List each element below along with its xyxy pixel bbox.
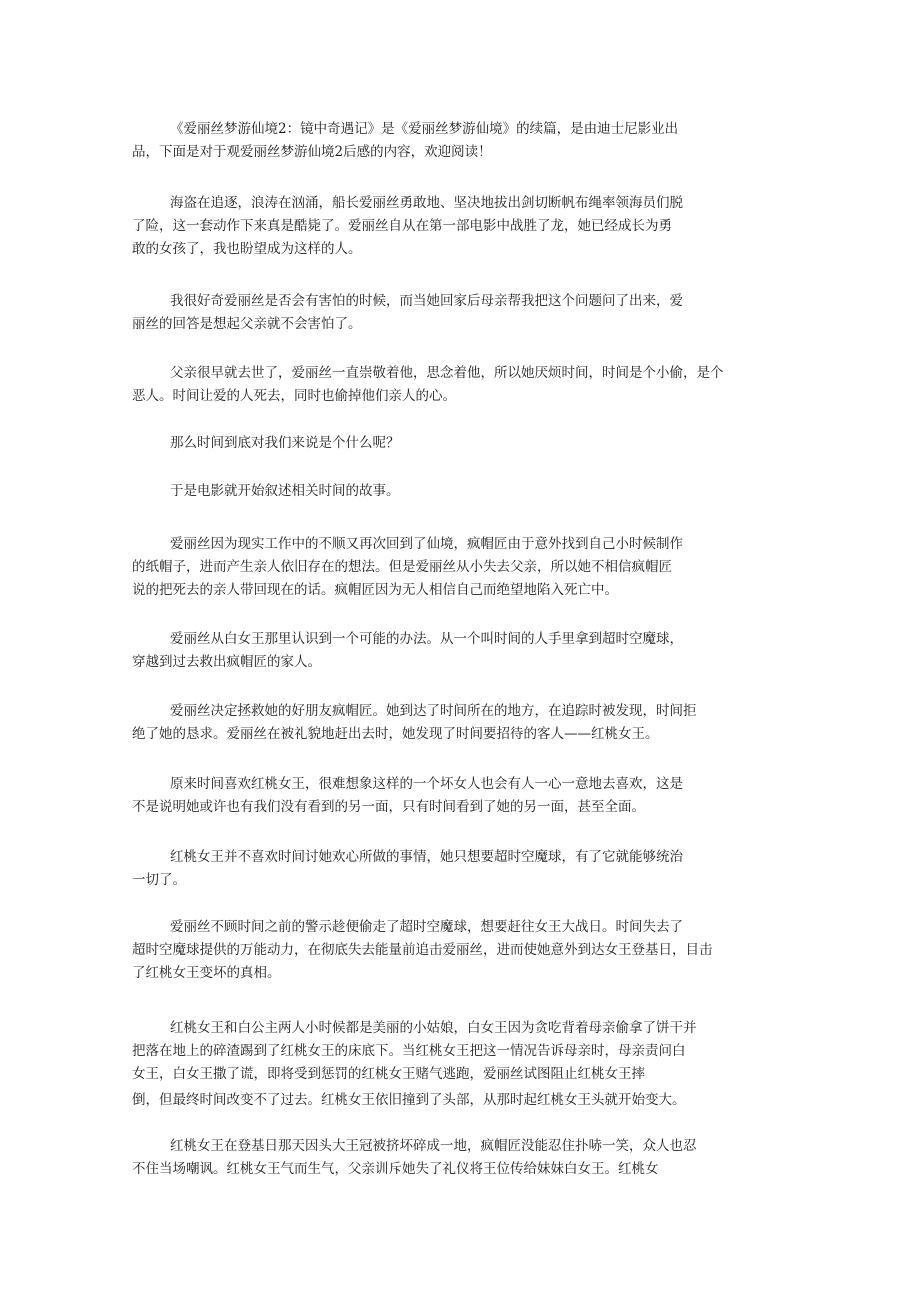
paragraph-line: 于是电影就开始叙述相关时间的故事。	[170, 483, 400, 499]
paragraph-father	[132, 362, 772, 408]
paragraph-line: 敢的女孩了，我也盼望成为这样的人。	[132, 241, 362, 257]
paragraph-intro	[132, 118, 772, 164]
paragraph-line: 把落在地上的碎渣踢到了红桃女王的床底下。当红桃女王把这一情况告诉母亲时，母亲责问白	[132, 1043, 686, 1059]
paragraph-white-queen	[132, 628, 772, 674]
paragraph-line: 穿越到过去救出疯帽匠的家人。	[132, 654, 321, 670]
paragraph-line: 红桃女王在登基日那天因头大王冠被挤坏碎成一地，疯帽匠没能忍住扑哧一笑，众人也忍	[170, 1138, 697, 1154]
paragraph-line: 红桃女王和白公主两人小时候都是美丽的小姑娘，白女王因为贪吃背着母亲偷拿了饼干并	[170, 1020, 697, 1036]
paragraph-return	[132, 533, 772, 602]
paragraph-line: 不是说明她或许也有我们没有看到的另一面，只有时间看到了她的另一面，甚至全面。	[132, 799, 645, 815]
paragraph-line: 我很好奇爱丽丝是否会有害怕的时候，而当她回家后母亲帮我把这个问题问了出来，爱	[170, 293, 683, 309]
paragraph-line: 海盗在追逐，浪涛在汹涌，船长爱丽丝勇敢地、坚决地拔出剑切断帆布绳率领海员们脱	[170, 195, 683, 211]
paragraph-line: 说的把死去的亲人带回现在的话。疯帽匠因为无人相信自己而绝望地陷入死亡中。	[132, 582, 618, 598]
paragraph-line: 爱丽丝从白女王那里认识到一个可能的办法。从一个叫时间的人手里拿到超时空魔球，	[170, 631, 683, 647]
paragraph-line: 了险，这一套动作下来真是酷毙了。爱丽丝自从在第一部电影中战胜了龙，她已经成长为勇	[132, 218, 672, 234]
paragraph-line: 爱丽丝不顾时间之前的警示趁便偷走了超时空魔球，想要赶往女王大战日。时间失去了	[170, 919, 683, 935]
paragraph-line: 恶人。时间让爱的人死去，同时也偷掉他们亲人的心。	[132, 388, 456, 404]
paragraph-line: 爱丽丝因为现实工作中的不顺又再次回到了仙境，疯帽匠由于意外找到自己小时候制作	[170, 536, 683, 552]
paragraph-line: 倒，但最终时间改变不了过去。红桃女王依旧撞到了头部，从那时起红桃女王头就开始变大。	[132, 1092, 686, 1108]
paragraph-line: 品，下面是对于观爱丽丝梦游仙境2后感的内容，欢迎阅读！	[132, 144, 492, 160]
paragraph-line: 《爱丽丝梦游仙境2：镜中奇遇记》是《爱丽丝梦游仙境》的续篇，是由迪士尼影业出	[170, 121, 679, 137]
paragraph-red-queen-goal	[132, 846, 772, 892]
paragraph-line: 红桃女王并不喜欢时间讨她欢心所做的事情，她只想要超时空魔球，有了它就能够统治	[170, 849, 683, 865]
paragraph-coronation	[132, 1135, 772, 1181]
paragraph-story-start	[132, 480, 772, 503]
paragraph-rescue	[132, 700, 772, 746]
paragraph-line: 不住当场嘲讽。红桃女王气而生气，父亲训斥她失了礼仪将王位传给妹妹白女王。红桃女	[132, 1161, 659, 1177]
paragraph-childhood	[132, 1017, 772, 1112]
paragraph-line: 父亲很早就去世了，爱丽丝一直崇敬着他，思念着他，所以她厌烦时间，时间是个小偷，是个	[170, 365, 724, 381]
paragraph-chronosphere	[132, 916, 772, 985]
paragraph-pirates	[132, 192, 772, 261]
paragraph-question	[132, 432, 772, 455]
paragraph-fear	[132, 290, 772, 336]
paragraph-line: 原来时间喜欢红桃女王，很难想象这样的一个坏女人也会有人一心一意地去喜欢，这是	[170, 776, 683, 792]
paragraph-time-love	[132, 773, 772, 819]
paragraph-line: 绝了她的恳求。爱丽丝在被礼貌地赶出去时，她发现了时间要招待的客人——红桃女王。	[132, 726, 659, 742]
paragraph-line: 丽丝的回答是想起父亲就不会害怕了。	[132, 316, 362, 332]
paragraph-line: 超时空魔球提供的万能动力，在彻底失去能量前追击爱丽丝，进而使她意外到达女王登基日，目击	[132, 942, 713, 958]
paragraph-line: 一切了。	[132, 872, 186, 888]
paragraph-line: 爱丽丝决定拯救她的好朋友疯帽匠。她到达了时间所在的地方，在追踪时被发现，时间拒	[170, 703, 697, 719]
paragraph-line: 了红桃女王变坏的真相。	[132, 965, 281, 981]
paragraph-line: 的纸帽子，进而产生亲人依旧存在的想法。但是爱丽丝从小失去父亲，所以她不相信疯帽匠	[132, 559, 672, 575]
paragraph-line: 女王，白女王撒了谎，即将受到惩罚的红桃女王赌气逃跑，爱丽丝试图阻止红桃女王摔	[132, 1066, 645, 1082]
paragraph-line: 那么时间到底对我们来说是个什么呢？	[170, 435, 400, 451]
